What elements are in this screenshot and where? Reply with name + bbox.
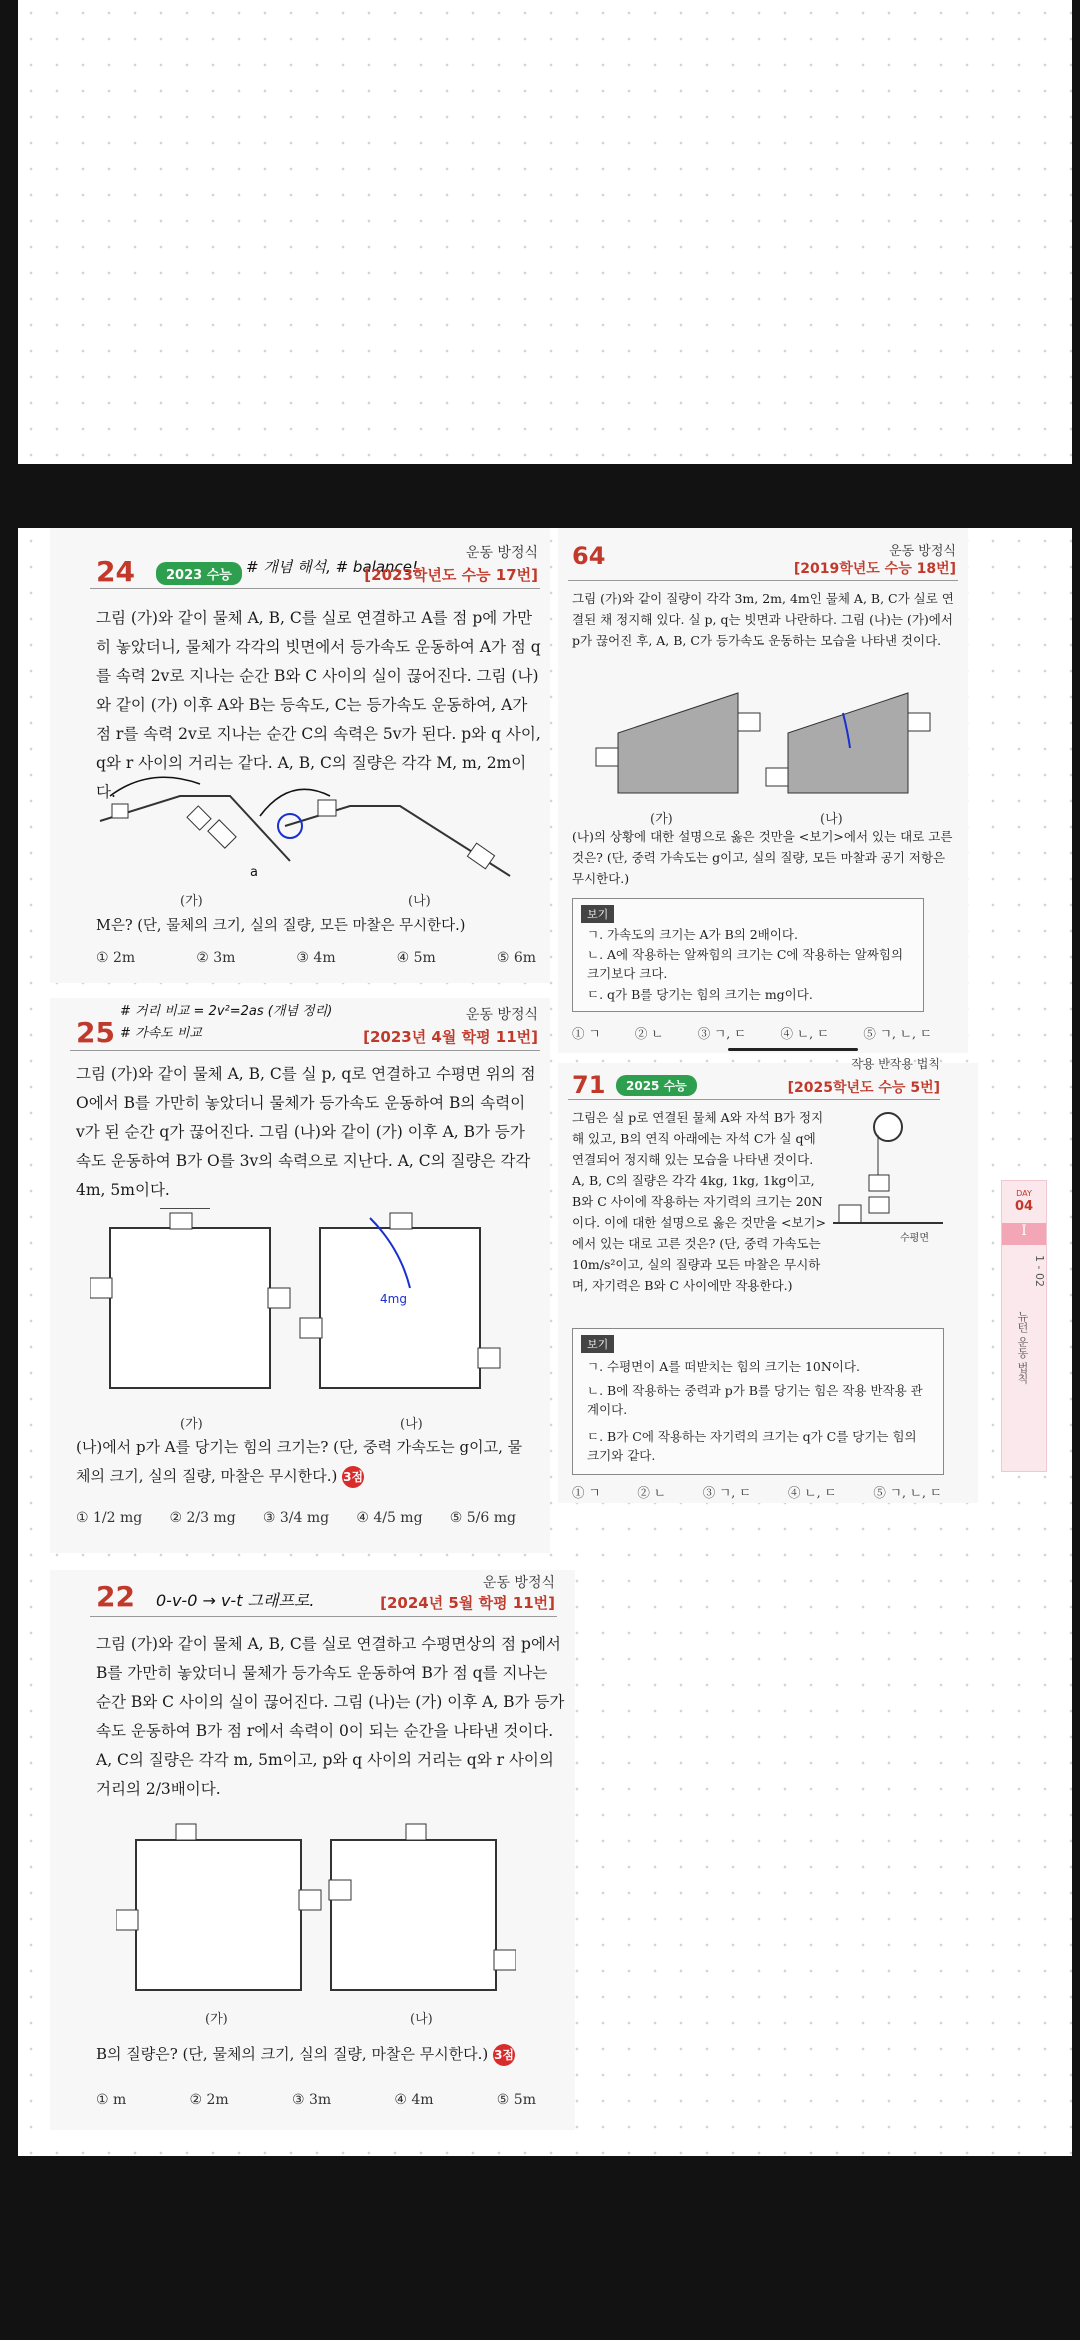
category-label: 작용 반작용 법칙 [851, 1057, 940, 1071]
exam-badge: 2025 수능 [616, 1075, 697, 1096]
answer-choices[interactable] [572, 1483, 942, 1501]
choice-2[interactable]: ② 3m [196, 950, 236, 966]
source-label: [2023년 4월 학평 11번] [363, 1028, 538, 1046]
choice-3[interactable]: ③ 4m [296, 950, 336, 966]
choice-4[interactable]: ④ 4/5 mg [356, 1510, 423, 1526]
choice-3[interactable]: ③ ㄱ, ㄷ [702, 1485, 752, 1500]
category-label: 운동 방정식 [889, 544, 956, 559]
choice-2[interactable]: ② ㄴ [634, 1026, 664, 1041]
choice-2[interactable]: ② 2m [189, 2092, 229, 2108]
choice-5[interactable]: ⑤ 5/6 mg [449, 1510, 516, 1526]
question-card-71[interactable] [558, 1057, 978, 1503]
choice-4[interactable]: ④ 5m [396, 950, 436, 966]
handwritten-underline [728, 1048, 858, 1051]
bogi-box [572, 1328, 944, 1475]
pulley-diagram [90, 1208, 510, 1408]
bogi-item: ㄱ. 수평면이 A를 떠받치는 힘의 크기는 10N이다. [587, 1359, 860, 1374]
question-card-24[interactable] [50, 528, 550, 983]
choice-1[interactable]: ① ㄱ [572, 1026, 601, 1041]
question-prompt: M은? (단, 물체의 크기, 실의 질량, 모든 마찰은 무시한다.) [96, 918, 466, 934]
question-prompt: (나)의 상황에 대한 설명으로 옳은 것만을 <보기>에서 있는 대로 고른 것은? (단, 중력 가속도는 g이고, 실의 질량, 모든 마찰과 공기 저항은 무시한다.) [572, 829, 953, 886]
day-index-tab[interactable] [1001, 1180, 1047, 1472]
bogi-item: ㄴ. A에 작용하는 알짜힘의 크기는 C에 작용하는 알짜힘의 크기보다 크다. [587, 947, 904, 981]
question-text: 그림 (가)와 같이 물체 A, B, C를 실로 연결하고 수평면상의 점 p에서 B를 가만히 놓았더니 물체가 등가속도 운동하여 B가 점 q를 지나는 순간 B와 C 사이의 실이 끊어진다. 그림 (나)는 (가) 이후 A, B가 등가속도 운동하여 B가 점 r에서 속력이 0이 되는 순간을 나타낸 것이다. A, C의 질량은 각각 m, 5m이고, p와 q 사이의 거리는 q와 r 사이의 거리의 2/3배이다. [96, 1635, 565, 1798]
bogi-title: 보기 [581, 1335, 614, 1353]
handwritten-note: # 거리 비교 = 2v²=2as (개념 정리) [120, 1004, 333, 1019]
choice-3[interactable]: ③ 3m [291, 2092, 332, 2108]
choice-1[interactable]: ① m [96, 2092, 127, 2108]
bogi-item: ㄷ. q가 B를 당기는 힘의 크기는 mg이다. [587, 987, 813, 1002]
choice-4[interactable]: ④ 4m [394, 2092, 434, 2108]
score-badge: 3점 [342, 1466, 364, 1488]
answer-choices[interactable] [96, 2092, 536, 2108]
choice-5[interactable]: ⑤ 5m [496, 2092, 536, 2108]
magnet-pulley-diagram [833, 1105, 943, 1235]
bogi-box [572, 898, 924, 1012]
question-text: 그림 (가)와 같이 물체 A, B, C를 실로 연결하고 A를 점 p에 가만히 놓았더니, 물체가 각각의 빗면에서 등가속도 운동하여 A가 점 q를 속력 2v로 지나는 순간 B와 C 사이의 실이 끊어진다. 그림 (나)와 같이 (가) 이후 A와 B는 등속도, C는 등가속도 운동하여, A가 점 r를 속력 2v로 지나는 순간 C의 속력은 5v가 된다. p와 q 사이, q와 r 사이의 거리는 같다. A, B, C의 질량은 각각 M, m, 2m이다. [96, 609, 541, 801]
choice-4[interactable]: ④ ㄴ, ㄷ [780, 1026, 830, 1041]
question-text: 그림 (가)와 같이 물체 A, B, C를 실 p, q로 연결하고 수평면 위의 점 O에서 B를 가만히 놓았더니 물체가 등가속도 운동하여 B의 속력이 v가 된 순간 q가 끊어진다. 그림 (나)와 같이 (가) 이후 A, B가 등가속도 운동하여 B가 O를 3v의 속력으로 지난다. A, C의 질량은 각각 4m, 5m이다. [76, 1065, 536, 1199]
choice-3[interactable]: ③ 3/4 mg [262, 1510, 330, 1526]
header-rule [70, 1050, 540, 1051]
category-label: 운동 방정식 [465, 545, 538, 561]
question-number: 22 [96, 1580, 135, 1613]
answer-choices[interactable] [572, 1024, 932, 1042]
answer-choices[interactable] [96, 950, 536, 966]
question-number: 24 [96, 555, 135, 588]
question-number: 64 [572, 542, 606, 570]
question-card-22[interactable] [50, 1570, 575, 2130]
choice-3[interactable]: ③ ㄱ, ㄷ [697, 1026, 747, 1041]
choice-2[interactable]: ② 2/3 mg [169, 1510, 236, 1526]
figure-caption-a: (가) [205, 2012, 228, 2027]
unit-title: 뉴턴 운동 법칙 [1016, 1311, 1029, 1384]
choice-5[interactable]: ⑤ ㄱ, ㄴ, ㄷ [873, 1485, 942, 1500]
part-label: I [1002, 1223, 1046, 1245]
handwritten-note: # 개념 해석, # balance! [246, 558, 419, 576]
choice-1[interactable]: ① 2m [96, 950, 136, 966]
source-label: [2023학년도 수능 17번] [364, 566, 538, 584]
figure-caption-b: (나) [408, 894, 431, 909]
bogi-item: ㄴ. B에 작용하는 중력과 p가 B를 당기는 힘은 작용 반작용 관계이다. [587, 1383, 923, 1417]
header-rule [90, 588, 540, 589]
bogi-title: 보기 [581, 905, 614, 923]
handwritten-note: 0-v-0 → v-t 그래프로. [156, 1591, 315, 1610]
header-rule [568, 1099, 940, 1100]
question-prompt: B의 질량은? (단, 물체의 크기, 실의 질량, 마찰은 무시한다.) 3점 [96, 2040, 566, 2069]
figure-caption-a: (가) [180, 894, 203, 909]
note-page [18, 528, 1072, 2156]
day-label: DAY [1016, 1189, 1032, 1198]
choice-1[interactable]: ① ㄱ [572, 1485, 601, 1500]
bogi-item: ㄷ. B가 C에 작용하는 자기력의 크기는 q가 C를 당기는 힘의 크기와 같다. [587, 1429, 917, 1463]
header-rule [568, 580, 958, 581]
incline-diagram [588, 673, 948, 803]
choice-2[interactable]: ② ㄴ [637, 1485, 666, 1500]
svg-text:4mg: 4mg [380, 1292, 407, 1306]
answer-choices[interactable] [76, 1510, 516, 1526]
bogi-item: ㄱ. 가속도의 크기는 A가 B의 2배이다. [587, 927, 798, 942]
pulley-diagram [116, 1820, 516, 2000]
figure-caption-a: (가) [180, 1417, 203, 1432]
question-text: 그림은 실 p로 연결된 물체 A와 자석 B가 정지해 있고, B의 연직 아래에는 자석 C가 실 q에 연결되어 정지해 있는 모습을 나타낸 것이다. A, B, C의 질량은 각각 4kg, 1kg, 1kg이고, B와 C 사이에 작용하는 자기력의 크기는 20N이다. 이에 대한 설명으로 옳은 것만을 <보기>에서 있는 대로 고른 것은? (단, 중력 가속도는 10m/s²이고, 실의 질량과 모든 마찰은 무시하며, 자기력은 B와 C 사이에만 작용한다.) [572, 1110, 827, 1293]
question-number: 71 [572, 1071, 606, 1099]
choice-4[interactable]: ④ ㄴ, ㄷ [788, 1485, 837, 1500]
exam-badge: 2023 수능 [156, 562, 242, 585]
question-card-25[interactable] [50, 998, 550, 1553]
svg-text:a: a [250, 865, 258, 880]
figure-caption-b: (나) [820, 812, 843, 827]
figure-label: 수평면 [900, 1233, 929, 1244]
incline-diagram [90, 766, 540, 884]
category-label: 운동 방정식 [482, 1575, 555, 1591]
source-label: [2019학년도 수능 18번] [793, 561, 956, 577]
header-rule [90, 1616, 557, 1617]
question-prompt: (나)에서 p가 A를 당기는 힘의 크기는? (단, 중력 가속도는 g이고, 물체의 크기, 실의 질량, 마찰은 무시한다.) 3점 [76, 1433, 526, 1491]
score-badge: 3점 [493, 2044, 515, 2066]
figure-caption-b: (나) [400, 1417, 423, 1432]
handwritten-note: # 가속도 비교 [120, 1026, 202, 1041]
day-number: 04 [1014, 1199, 1034, 1214]
unit-label: 1 - 02 [1033, 1255, 1046, 1287]
figure-caption-a: (가) [650, 812, 673, 827]
blank-note-page [18, 0, 1072, 464]
source-label: [2025학년도 수능 5번] [787, 1080, 940, 1096]
choice-5[interactable]: ⑤ ㄱ, ㄴ, ㄷ [863, 1026, 932, 1041]
question-card-64[interactable] [558, 528, 968, 1053]
question-text: 그림 (가)와 같이 질량이 각각 3m, 2m, 4m인 물체 A, B, C가 실로 연결된 채 정지해 있다. 실 p, q는 빗면과 나란하다. 그림 (나)는 (가)에서 p가 끊어진 후, A, B, C가 등가속도 운동하는 모습을 나타낸 것이다. [572, 591, 954, 648]
source-label: [2024년 5월 학평 11번] [380, 1594, 555, 1612]
category-label: 운동 방정식 [465, 1007, 538, 1023]
figure-caption-b: (나) [410, 2012, 433, 2027]
choice-5[interactable]: ⑤ 6m [496, 950, 536, 966]
question-number: 25 [76, 1016, 115, 1049]
choice-1[interactable]: ① 1/2 mg [76, 1510, 143, 1526]
